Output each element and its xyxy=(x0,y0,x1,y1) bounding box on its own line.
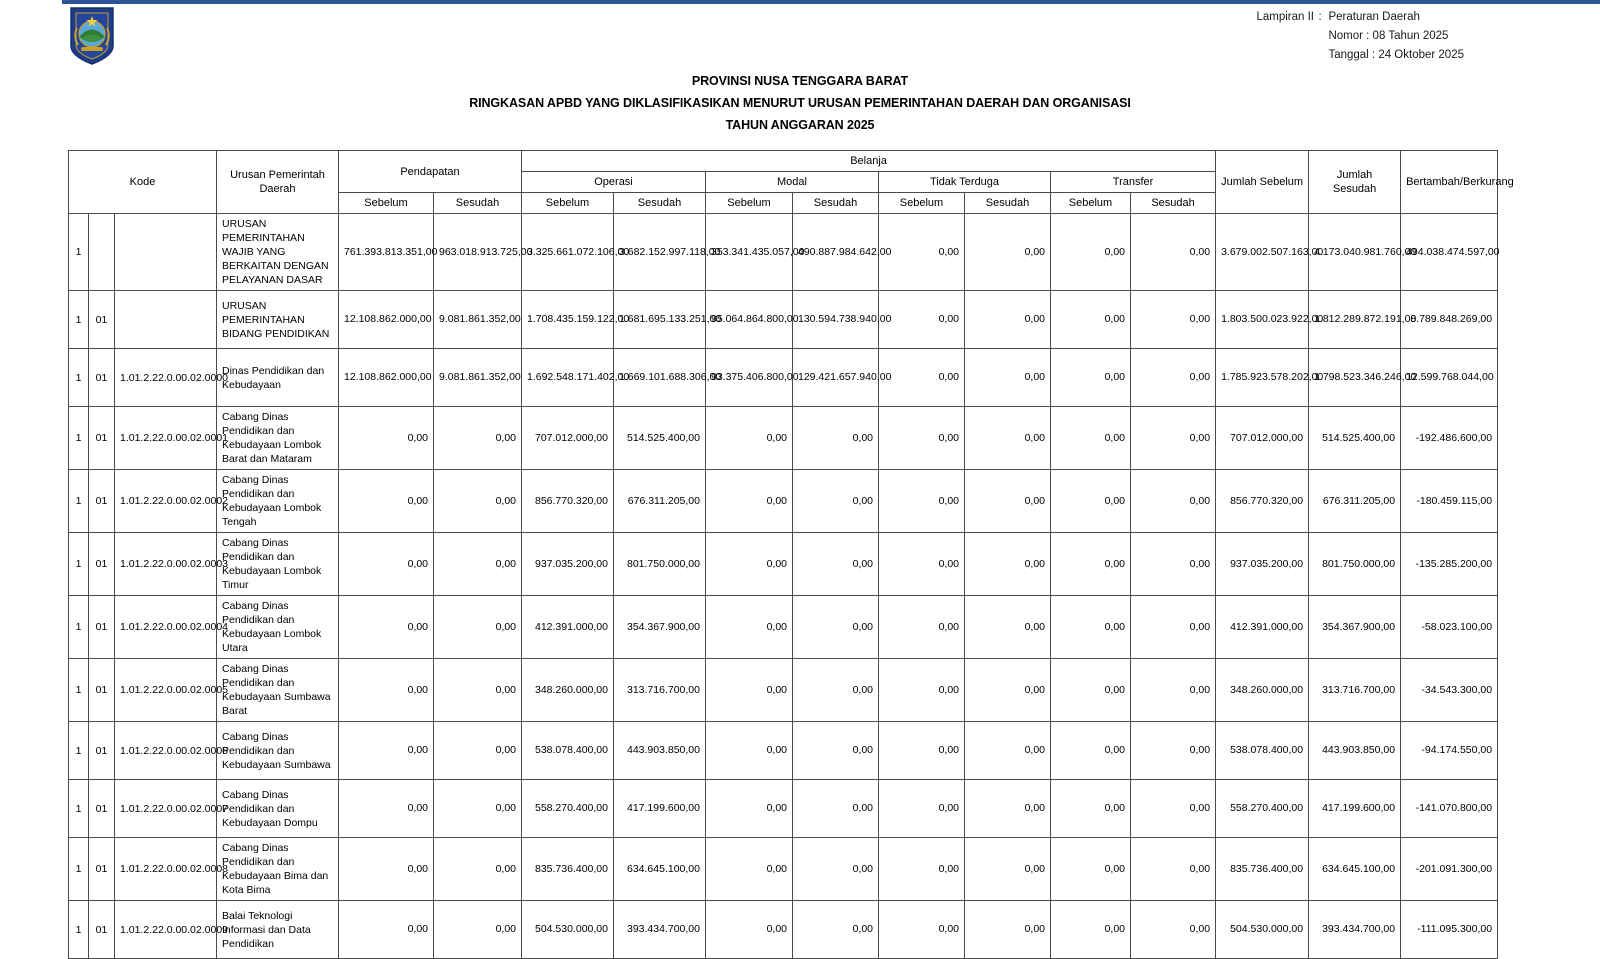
cell-pendapatan-sesudah: 9.081.861.352,00 xyxy=(434,349,522,407)
cell-jumlah-sesudah: 801.750.000,00 xyxy=(1309,533,1401,596)
cell-jumlah-sesudah: 443.903.850,00 xyxy=(1309,722,1401,780)
cell-modal-sesudah: 0,00 xyxy=(793,901,879,959)
cell-bertambah: -141.070.800,00 xyxy=(1401,780,1498,838)
cell-kode1: 1 xyxy=(69,533,89,596)
cell-tr-sebelum: 0,00 xyxy=(1051,596,1131,659)
cell-jumlah-sesudah: 514.525.400,00 xyxy=(1309,407,1401,470)
table-row[interactable] xyxy=(69,533,1498,596)
meta-nomor-value: Nomor : 08 Tahun 2025 xyxy=(1328,30,1449,42)
table-row[interactable] xyxy=(69,349,1498,407)
cell-tt-sesudah: 0,00 xyxy=(965,659,1051,722)
table-row[interactable] xyxy=(69,596,1498,659)
provincial-emblem-logo xyxy=(68,6,116,66)
table-row[interactable] xyxy=(69,291,1498,349)
apbd-summary-table xyxy=(68,150,1514,959)
cell-tt-sebelum: 0,00 xyxy=(879,349,965,407)
cell-tt-sesudah: 0,00 xyxy=(965,722,1051,780)
cell-tr-sesudah: 0,00 xyxy=(1131,901,1216,959)
meta-tanggal-row xyxy=(1256,46,1464,65)
table-row[interactable] xyxy=(69,780,1498,838)
cell-kode1: 1 xyxy=(69,901,89,959)
cell-kode2: 01 xyxy=(89,349,115,407)
cell-jumlah-sesudah: 393.434.700,00 xyxy=(1309,901,1401,959)
cell-kode2 xyxy=(89,214,115,291)
cell-tr-sebelum: 0,00 xyxy=(1051,780,1131,838)
cell-modal-sebelum: 93.375.406.800,00 xyxy=(706,349,793,407)
cell-kode3: 1.01.2.22.0.00.02.0003 xyxy=(115,533,217,596)
cell-kode1: 1 xyxy=(69,349,89,407)
meta-lampiran-row xyxy=(1256,8,1464,27)
cell-tt-sebelum: 0,00 xyxy=(879,780,965,838)
cell-modal-sesudah: 0,00 xyxy=(793,596,879,659)
cell-bertambah: -34.543.300,00 xyxy=(1401,659,1498,722)
cell-pendapatan-sesudah: 0,00 xyxy=(434,780,522,838)
cell-kode1: 1 xyxy=(69,407,89,470)
cell-tt-sebelum: 0,00 xyxy=(879,901,965,959)
cell-tt-sesudah: 0,00 xyxy=(965,470,1051,533)
cell-jumlah-sesudah: 354.367.900,00 xyxy=(1309,596,1401,659)
cell-kode2: 01 xyxy=(89,533,115,596)
th-transfer-sesudah: Sesudah xyxy=(1131,193,1216,214)
cell-jumlah-sebelum: 348.260.000,00 xyxy=(1216,659,1309,722)
th-kode: Kode xyxy=(69,151,217,214)
cell-modal-sesudah: 129.421.657.940,00 xyxy=(793,349,879,407)
cell-tt-sesudah: 0,00 xyxy=(965,214,1051,291)
cell-jumlah-sebelum: 835.736.400,00 xyxy=(1216,838,1309,901)
cell-tr-sesudah: 0,00 xyxy=(1131,291,1216,349)
cell-tt-sesudah: 0,00 xyxy=(965,596,1051,659)
cell-urusan: Cabang Dinas Pendidikan dan Kebudayaan Lombok Barat dan Mataram xyxy=(217,407,339,470)
cell-operasi-sesudah: 313.716.700,00 xyxy=(614,659,706,722)
th-modal-sebelum: Sebelum xyxy=(706,193,793,214)
cell-tt-sesudah: 0,00 xyxy=(965,780,1051,838)
cell-pendapatan-sesudah: 0,00 xyxy=(434,722,522,780)
cell-modal-sebelum: 0,00 xyxy=(706,470,793,533)
cell-operasi-sebelum: 504.530.000,00 xyxy=(522,901,614,959)
cell-kode2: 01 xyxy=(89,596,115,659)
cell-operasi-sebelum: 856.770.320,00 xyxy=(522,470,614,533)
cell-pendapatan-sebelum: 0,00 xyxy=(339,407,434,470)
cell-tr-sebelum: 0,00 xyxy=(1051,659,1131,722)
cell-modal-sesudah: 0,00 xyxy=(793,407,879,470)
cell-bertambah: -201.091.300,00 xyxy=(1401,838,1498,901)
meta-lampiran-value: Peraturan Daerah xyxy=(1328,11,1420,23)
cell-kode2: 01 xyxy=(89,722,115,780)
cell-modal-sebelum: 0,00 xyxy=(706,780,793,838)
cell-tr-sebelum: 0,00 xyxy=(1051,349,1131,407)
cell-tr-sebelum: 0,00 xyxy=(1051,838,1131,901)
cell-urusan: Cabang Dinas Pendidikan dan Kebudayaan Sumbawa xyxy=(217,722,339,780)
cell-operasi-sesudah: 354.367.900,00 xyxy=(614,596,706,659)
cell-operasi-sebelum: 1.708.435.159.122,00 xyxy=(522,291,614,349)
cell-modal-sebelum: 0,00 xyxy=(706,722,793,780)
cell-urusan: Cabang Dinas Pendidikan dan Kebudayaan Dompu xyxy=(217,780,339,838)
table-row[interactable] xyxy=(69,722,1498,780)
cell-jumlah-sebelum: 3.679.002.507.163,00 xyxy=(1216,214,1309,291)
cell-jumlah-sebelum: 558.270.400,00 xyxy=(1216,780,1309,838)
cell-operasi-sesudah: 634.645.100,00 xyxy=(614,838,706,901)
cell-tr-sesudah: 0,00 xyxy=(1131,407,1216,470)
table-head xyxy=(69,151,1514,214)
cell-modal-sesudah: 0,00 xyxy=(793,780,879,838)
cell-kode3: 1.01.2.22.0.00.02.0005 xyxy=(115,659,217,722)
cell-bertambah: -180.459.115,00 xyxy=(1401,470,1498,533)
th-operasi-sesudah: Sesudah xyxy=(614,193,706,214)
cell-kode1: 1 xyxy=(69,722,89,780)
cell-operasi-sesudah: 417.199.600,00 xyxy=(614,780,706,838)
cell-urusan: URUSAN PEMERINTAHAN WAJIB YANG BERKAITAN DENGAN PELAYANAN DASAR xyxy=(217,214,339,291)
th-tidak-terduga: Tidak Terduga xyxy=(879,172,1051,193)
cell-operasi-sebelum: 412.391.000,00 xyxy=(522,596,614,659)
cell-modal-sesudah: 0,00 xyxy=(793,659,879,722)
cell-kode3: 1.01.2.22.0.00.02.0001 xyxy=(115,407,217,470)
header-blue-rule xyxy=(62,0,1600,4)
cell-kode1: 1 xyxy=(69,214,89,291)
cell-operasi-sesudah: 443.903.850,00 xyxy=(614,722,706,780)
cell-pendapatan-sebelum: 0,00 xyxy=(339,780,434,838)
cell-kode3: 1.01.2.22.0.00.02.0008 xyxy=(115,838,217,901)
cell-kode1: 1 xyxy=(69,470,89,533)
th-pendapatan-sesudah: Sesudah xyxy=(434,193,522,214)
th-bertambah-berkurang: Bertambah/Berkurang xyxy=(1401,151,1498,214)
cell-tr-sesudah: 0,00 xyxy=(1131,780,1216,838)
cell-tt-sebelum: 0,00 xyxy=(879,838,965,901)
cell-bertambah: -94.174.550,00 xyxy=(1401,722,1498,780)
cell-jumlah-sebelum: 412.391.000,00 xyxy=(1216,596,1309,659)
table-row[interactable] xyxy=(69,470,1498,533)
cell-tr-sesudah: 0,00 xyxy=(1131,838,1216,901)
cell-operasi-sebelum: 835.736.400,00 xyxy=(522,838,614,901)
title-line-province: PROVINSI NUSA TENGGARA BARAT xyxy=(691,74,909,88)
cell-jumlah-sebelum: 707.012.000,00 xyxy=(1216,407,1309,470)
cell-kode3: 1.01.2.22.0.00.02.0004 xyxy=(115,596,217,659)
meta-tanggal-value: Tanggal : 24 Oktober 2025 xyxy=(1328,49,1464,61)
cell-tr-sebelum: 0,00 xyxy=(1051,901,1131,959)
cell-modal-sesudah: 490.887.984.642,00 xyxy=(793,214,879,291)
cell-operasi-sebelum: 348.260.000,00 xyxy=(522,659,614,722)
cell-jumlah-sesudah: 1.812.289.872.191,00 xyxy=(1309,291,1401,349)
cell-kode3: 1.01.2.22.0.00.02.0007 xyxy=(115,780,217,838)
cell-pendapatan-sebelum: 12.108.862.000,00 xyxy=(339,291,434,349)
cell-kode2: 01 xyxy=(89,780,115,838)
cell-tt-sebelum: 0,00 xyxy=(879,596,965,659)
cell-tt-sesudah: 0,00 xyxy=(965,901,1051,959)
th-jumlah-sesudah: Jumlah Sesudah xyxy=(1309,151,1401,214)
cell-kode2: 01 xyxy=(89,407,115,470)
cell-pendapatan-sesudah: 9.081.861.352,00 xyxy=(434,291,522,349)
th-operasi-sebelum: Sebelum xyxy=(522,193,614,214)
cell-jumlah-sebelum: 1.785.923.578.202,00 xyxy=(1216,349,1309,407)
cell-modal-sebelum: 0,00 xyxy=(706,407,793,470)
cell-pendapatan-sesudah: 0,00 xyxy=(434,901,522,959)
table-body xyxy=(69,214,1498,959)
cell-kode2: 01 xyxy=(89,838,115,901)
cell-kode3: 1.01.2.22.0.00.02.0002 xyxy=(115,470,217,533)
cell-tr-sesudah: 0,00 xyxy=(1131,596,1216,659)
cell-urusan: URUSAN PEMERINTAHAN BIDANG PENDIDIKAN xyxy=(217,291,339,349)
cell-urusan: Dinas Pendidikan dan Kebudayaan xyxy=(217,349,339,407)
cell-bertambah: -192.486.600,00 xyxy=(1401,407,1498,470)
cell-urusan: Balai Teknologi Informasi dan Data Pendidikan xyxy=(217,901,339,959)
header-row-1 xyxy=(69,151,1498,172)
th-operasi: Operasi xyxy=(522,172,706,193)
cell-operasi-sesudah: 676.311.205,00 xyxy=(614,470,706,533)
cell-operasi-sesudah: 1.669.101.688.306,00 xyxy=(614,349,706,407)
cell-modal-sebelum: 0,00 xyxy=(706,901,793,959)
cell-jumlah-sesudah: 417.199.600,00 xyxy=(1309,780,1401,838)
cell-pendapatan-sesudah: 0,00 xyxy=(434,470,522,533)
cell-bertambah: -111.095.300,00 xyxy=(1401,901,1498,959)
th-urusan: Urusan Pemerintah Daerah xyxy=(217,151,339,214)
cell-jumlah-sesudah: 1.798.523.346.246,00 xyxy=(1309,349,1401,407)
cell-bertambah: -58.023.100,00 xyxy=(1401,596,1498,659)
cell-bertambah: -135.285.200,00 xyxy=(1401,533,1498,596)
document-title-block xyxy=(0,70,1600,136)
cell-operasi-sebelum: 1.692.548.171.402,00 xyxy=(522,349,614,407)
cell-operasi-sesudah: 514.525.400,00 xyxy=(614,407,706,470)
cell-tt-sebelum: 0,00 xyxy=(879,533,965,596)
th-tidakterduga-sesudah: Sesudah xyxy=(965,193,1051,214)
document-meta xyxy=(1256,8,1464,65)
cell-pendapatan-sebelum: 0,00 xyxy=(339,838,434,901)
cell-pendapatan-sebelum: 0,00 xyxy=(339,596,434,659)
th-modal-sesudah: Sesudah xyxy=(793,193,879,214)
cell-tr-sebelum: 0,00 xyxy=(1051,533,1131,596)
cell-jumlah-sesudah: 4.173.040.981.760,00 xyxy=(1309,214,1401,291)
cell-tr-sebelum: 0,00 xyxy=(1051,291,1131,349)
cell-tr-sesudah: 0,00 xyxy=(1131,533,1216,596)
cell-tt-sesudah: 0,00 xyxy=(965,291,1051,349)
cell-pendapatan-sebelum: 0,00 xyxy=(339,659,434,722)
cell-modal-sesudah: 0,00 xyxy=(793,533,879,596)
cell-modal-sebelum: 0,00 xyxy=(706,533,793,596)
cell-kode1: 1 xyxy=(69,838,89,901)
cell-kode1: 1 xyxy=(69,291,89,349)
cell-operasi-sesudah: 393.434.700,00 xyxy=(614,901,706,959)
cell-jumlah-sesudah: 634.645.100,00 xyxy=(1309,838,1401,901)
cell-tr-sesudah: 0,00 xyxy=(1131,659,1216,722)
cell-operasi-sebelum: 3.325.661.072.106,00 xyxy=(522,214,614,291)
meta-lampiran-label: Lampiran II xyxy=(1256,11,1314,23)
table-row[interactable] xyxy=(69,659,1498,722)
cell-kode2: 01 xyxy=(89,901,115,959)
th-modal: Modal xyxy=(706,172,879,193)
cell-operasi-sebelum: 558.270.400,00 xyxy=(522,780,614,838)
table-row[interactable] xyxy=(69,214,1498,291)
cell-operasi-sesudah: 1.681.695.133.251,00 xyxy=(614,291,706,349)
meta-colon: : xyxy=(1318,11,1322,23)
cell-bertambah: 12.599.768.044,00 xyxy=(1401,349,1498,407)
th-tidakterduga-sebelum: Sebelum xyxy=(879,193,965,214)
cell-urusan: Cabang Dinas Pendidikan dan Kebudayaan Sumbawa Barat xyxy=(217,659,339,722)
cell-tr-sesudah: 0,00 xyxy=(1131,349,1216,407)
cell-pendapatan-sesudah: 0,00 xyxy=(434,838,522,901)
cell-urusan: Cabang Dinas Pendidikan dan Kebudayaan Bima dan Kota Bima xyxy=(217,838,339,901)
cell-kode3 xyxy=(115,214,217,291)
cell-modal-sebelum: 353.341.435.057,00 xyxy=(706,214,793,291)
cell-operasi-sebelum: 707.012.000,00 xyxy=(522,407,614,470)
cell-operasi-sebelum: 538.078.400,00 xyxy=(522,722,614,780)
title-line-year: TAHUN ANGGARAN 2025 xyxy=(725,118,875,132)
cell-jumlah-sebelum: 937.035.200,00 xyxy=(1216,533,1309,596)
cell-tt-sebelum: 0,00 xyxy=(879,407,965,470)
cell-kode3: 1.01.2.22.0.00.02.0006 xyxy=(115,722,217,780)
cell-pendapatan-sebelum: 12.108.862.000,00 xyxy=(339,349,434,407)
cell-tt-sesudah: 0,00 xyxy=(965,349,1051,407)
cell-tt-sebelum: 0,00 xyxy=(879,722,965,780)
table-row[interactable] xyxy=(69,407,1498,470)
cell-pendapatan-sebelum: 0,00 xyxy=(339,533,434,596)
cell-tt-sebelum: 0,00 xyxy=(879,291,965,349)
cell-tr-sebelum: 0,00 xyxy=(1051,214,1131,291)
cell-bertambah: 8.789.848.269,00 xyxy=(1401,291,1498,349)
cell-modal-sesudah: 0,00 xyxy=(793,470,879,533)
cell-modal-sebelum: 0,00 xyxy=(706,838,793,901)
title-line-subject: RINGKASAN APBD YANG DIKLASIFIKASIKAN MENURUT URUSAN PEMERINTAHAN DAERAH DAN ORGANISASI xyxy=(469,96,1131,110)
th-pendapatan: Pendapatan xyxy=(339,151,522,193)
th-transfer: Transfer xyxy=(1051,172,1216,193)
cell-tt-sesudah: 0,00 xyxy=(965,407,1051,470)
th-belanja: Belanja xyxy=(522,151,1216,172)
cell-kode2: 01 xyxy=(89,470,115,533)
cell-modal-sesudah: 0,00 xyxy=(793,722,879,780)
cell-kode3: 1.01.2.22.0.00.02.0009 xyxy=(115,901,217,959)
cell-pendapatan-sebelum: 0,00 xyxy=(339,470,434,533)
cell-tr-sesudah: 0,00 xyxy=(1131,214,1216,291)
cell-tr-sebelum: 0,00 xyxy=(1051,470,1131,533)
apbd-table-wrapper xyxy=(68,150,1514,959)
cell-tt-sebelum: 0,00 xyxy=(879,470,965,533)
cell-modal-sesudah: 130.594.738.940,00 xyxy=(793,291,879,349)
th-transfer-sebelum: Sebelum xyxy=(1051,193,1131,214)
cell-jumlah-sebelum: 538.078.400,00 xyxy=(1216,722,1309,780)
th-pendapatan-sebelum: Sebelum xyxy=(339,193,434,214)
cell-tt-sebelum: 0,00 xyxy=(879,214,965,291)
cell-kode1: 1 xyxy=(69,596,89,659)
cell-operasi-sesudah: 3.682.152.997.118,00 xyxy=(614,214,706,291)
cell-tr-sesudah: 0,00 xyxy=(1131,470,1216,533)
cell-kode2: 01 xyxy=(89,291,115,349)
cell-modal-sebelum: 0,00 xyxy=(706,659,793,722)
cell-operasi-sebelum: 937.035.200,00 xyxy=(522,533,614,596)
cell-jumlah-sesudah: 313.716.700,00 xyxy=(1309,659,1401,722)
cell-tr-sebelum: 0,00 xyxy=(1051,722,1131,780)
cell-kode1: 1 xyxy=(69,780,89,838)
cell-pendapatan-sesudah: 0,00 xyxy=(434,596,522,659)
cell-pendapatan-sebelum: 761.393.813.351,00 xyxy=(339,214,434,291)
table-row[interactable] xyxy=(69,838,1498,901)
cell-urusan: Cabang Dinas Pendidikan dan Kebudayaan Lombok Utara xyxy=(217,596,339,659)
shield-icon xyxy=(68,6,116,66)
cell-bertambah: 494.038.474.597,00 xyxy=(1401,214,1498,291)
cell-pendapatan-sesudah: 0,00 xyxy=(434,659,522,722)
cell-tt-sesudah: 0,00 xyxy=(965,838,1051,901)
cell-kode1: 1 xyxy=(69,659,89,722)
cell-pendapatan-sesudah: 0,00 xyxy=(434,533,522,596)
cell-tt-sebelum: 0,00 xyxy=(879,659,965,722)
cell-pendapatan-sesudah: 0,00 xyxy=(434,407,522,470)
cell-kode3 xyxy=(115,291,217,349)
cell-operasi-sesudah: 801.750.000,00 xyxy=(614,533,706,596)
cell-tr-sesudah: 0,00 xyxy=(1131,722,1216,780)
cell-jumlah-sebelum: 856.770.320,00 xyxy=(1216,470,1309,533)
cell-pendapatan-sebelum: 0,00 xyxy=(339,722,434,780)
cell-urusan: Cabang Dinas Pendidikan dan Kebudayaan Lombok Tengah xyxy=(217,470,339,533)
cell-pendapatan-sebelum: 0,00 xyxy=(339,901,434,959)
cell-jumlah-sebelum: 504.530.000,00 xyxy=(1216,901,1309,959)
cell-urusan: Cabang Dinas Pendidikan dan Kebudayaan Lombok Timur xyxy=(217,533,339,596)
table-row[interactable] xyxy=(69,901,1498,959)
cell-pendapatan-sesudah: 963.018.913.725,00 xyxy=(434,214,522,291)
th-jumlah-sebelum: Jumlah Sebelum xyxy=(1216,151,1309,214)
cell-kode2: 01 xyxy=(89,659,115,722)
cell-tr-sebelum: 0,00 xyxy=(1051,407,1131,470)
cell-modal-sesudah: 0,00 xyxy=(793,838,879,901)
cell-modal-sebelum: 95.064.864.800,00 xyxy=(706,291,793,349)
meta-nomor-row xyxy=(1256,27,1464,46)
cell-modal-sebelum: 0,00 xyxy=(706,596,793,659)
cell-jumlah-sesudah: 676.311.205,00 xyxy=(1309,470,1401,533)
cell-jumlah-sebelum: 1.803.500.023.922,00 xyxy=(1216,291,1309,349)
cell-kode3: 1.01.2.22.0.00.02.0000 xyxy=(115,349,217,407)
cell-tt-sesudah: 0,00 xyxy=(965,533,1051,596)
